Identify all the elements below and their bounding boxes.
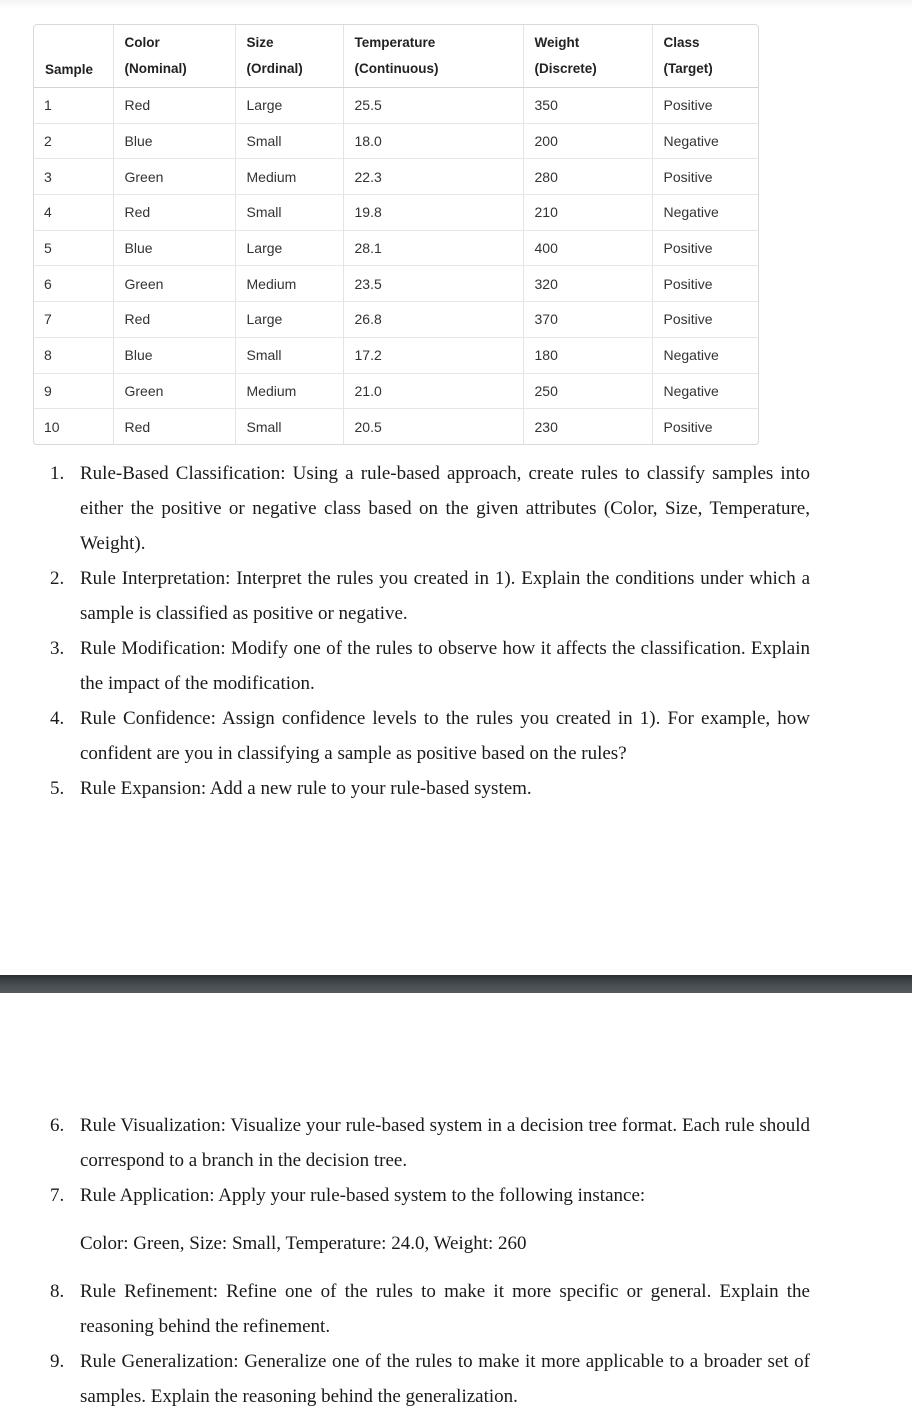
cell-weight: 320 bbox=[523, 266, 652, 302]
question-item: 1. Rule-Based Classification: Using a rule-based approach, create rules to classify samples into either the positive or negative class based on the given attributes (Color, Size, Temperature, Weight). bbox=[50, 463, 810, 554]
cell-sample: 5 bbox=[34, 230, 113, 266]
header-color: Color (Nominal) bbox=[113, 25, 235, 88]
cell-color: Blue bbox=[113, 337, 235, 373]
cell-temperature: 18.0 bbox=[343, 123, 523, 159]
table-row bbox=[34, 266, 759, 302]
cell-weight: 250 bbox=[523, 373, 652, 409]
cell-temperature: 25.5 bbox=[343, 88, 523, 124]
question-list-part1 bbox=[50, 456, 810, 806]
table-row bbox=[34, 230, 759, 266]
table-row bbox=[34, 302, 759, 338]
cell-temperature: 19.8 bbox=[343, 195, 523, 231]
cell-temperature: 23.5 bbox=[343, 266, 523, 302]
cell-color: Green bbox=[113, 373, 235, 409]
cell-sample: 7 bbox=[34, 302, 113, 338]
cell-color: Green bbox=[113, 266, 235, 302]
cell-temperature: 28.1 bbox=[343, 230, 523, 266]
question-item: 7. Rule Application: Apply your rule-based system to the following instance: bbox=[50, 1185, 646, 1206]
cell-color: Red bbox=[113, 409, 235, 444]
header-size: Size (Ordinal) bbox=[235, 25, 343, 88]
question-item: 5. Rule Expansion: Add a new rule to your rule-based system. bbox=[50, 778, 532, 799]
cell-sample: 4 bbox=[34, 195, 113, 231]
cell-temperature: 17.2 bbox=[343, 337, 523, 373]
cell-sample: 9 bbox=[34, 373, 113, 409]
table-row bbox=[34, 409, 759, 444]
header-class: Class (Target) bbox=[652, 25, 759, 88]
cell-class: Positive bbox=[652, 409, 759, 444]
cell-weight: 230 bbox=[523, 409, 652, 444]
cell-color: Blue bbox=[113, 123, 235, 159]
table-row bbox=[34, 337, 759, 373]
cell-class: Positive bbox=[652, 302, 759, 338]
cell-size: Large bbox=[235, 302, 343, 338]
cell-size: Medium bbox=[235, 266, 343, 302]
cell-class: Positive bbox=[652, 88, 759, 124]
cell-weight: 400 bbox=[523, 230, 652, 266]
cell-weight: 200 bbox=[523, 123, 652, 159]
cell-sample: 10 bbox=[44, 418, 60, 435]
question-item: 6. Rule Visualization: Visualize your rule-based system in a decision tree format. Each rule should correspond to a branch in the decision tree. bbox=[50, 1115, 810, 1171]
header-weight: Weight (Discrete) bbox=[523, 25, 652, 88]
question-list-part2 bbox=[50, 1108, 810, 1414]
cell-temperature: 26.8 bbox=[343, 302, 523, 338]
cell-size: Small bbox=[235, 123, 343, 159]
cell-sample: 2 bbox=[34, 123, 113, 159]
cell-temperature: 20.5 bbox=[343, 409, 523, 444]
table-row bbox=[34, 373, 759, 409]
cell-class: Positive bbox=[652, 159, 759, 195]
question-item: 9. Rule Generalization: Generalize one of the rules to make it more applicable to a broader set of samples. Explain the reasoning behind the generalization. bbox=[50, 1351, 810, 1407]
cell-temperature: 22.3 bbox=[343, 159, 523, 195]
cell-size: Small bbox=[235, 409, 343, 444]
cell-weight: 280 bbox=[523, 159, 652, 195]
cell-temperature: 21.0 bbox=[343, 373, 523, 409]
cell-size: Medium bbox=[235, 373, 343, 409]
header-sample: Sample bbox=[34, 25, 113, 88]
table-header-row bbox=[34, 25, 759, 88]
question-item: 2. Rule Interpretation: Interpret the rules you created in 1). Explain the conditions under which a sample is classified as positive or negative. bbox=[50, 568, 810, 624]
cell-weight: 180 bbox=[523, 337, 652, 373]
cell-size: Small bbox=[235, 337, 343, 373]
cell-sample: 1 bbox=[34, 88, 113, 124]
cell-size: Small bbox=[235, 195, 343, 231]
cell-color: Red bbox=[113, 195, 235, 231]
cell-class: Negative bbox=[652, 337, 759, 373]
table-row bbox=[34, 123, 759, 159]
table-row bbox=[34, 195, 759, 231]
question-item: 3. Rule Modification: Modify one of the rules to observe how it affects the classification. Explain the impact of the modification. bbox=[50, 638, 810, 694]
cell-weight: 370 bbox=[523, 302, 652, 338]
cell-color: Red bbox=[113, 88, 235, 124]
cell-color: Red bbox=[113, 302, 235, 338]
page-divider bbox=[0, 975, 912, 993]
cell-size: Large bbox=[235, 88, 343, 124]
question-item: 4. Rule Confidence: Assign confidence levels to the rules you created in 1). For example, how confident are you in classifying a sample as positive based on the rules? bbox=[50, 708, 810, 764]
cell-class: Negative bbox=[652, 123, 759, 159]
cell-size: Large bbox=[235, 230, 343, 266]
cell-color: Blue bbox=[113, 230, 235, 266]
cell-color: Green bbox=[113, 159, 235, 195]
cell-class: Positive bbox=[652, 230, 759, 266]
cell-sample: 3 bbox=[34, 159, 113, 195]
cell-weight: 210 bbox=[523, 195, 652, 231]
table-row bbox=[34, 159, 759, 195]
cell-sample: 8 bbox=[34, 337, 113, 373]
instance-text: Color: Green, Size: Small, Temperature: 24.0, Weight: 260 bbox=[80, 1233, 527, 1254]
cell-size: Medium bbox=[235, 159, 343, 195]
table-row bbox=[34, 88, 759, 124]
cell-class: Negative bbox=[652, 195, 759, 231]
data-table bbox=[33, 24, 759, 445]
cell-class: Positive bbox=[652, 266, 759, 302]
top-shadow bbox=[0, 0, 912, 8]
question-item: 8. Rule Refinement: Refine one of the rules to make it more specific or general. Explain the reasoning behind the refinement. bbox=[50, 1281, 810, 1337]
cell-weight: 350 bbox=[523, 88, 652, 124]
cell-sample: 6 bbox=[34, 266, 113, 302]
header-temperature: Temperature (Continuous) bbox=[343, 25, 523, 88]
cell-class: Negative bbox=[652, 373, 759, 409]
